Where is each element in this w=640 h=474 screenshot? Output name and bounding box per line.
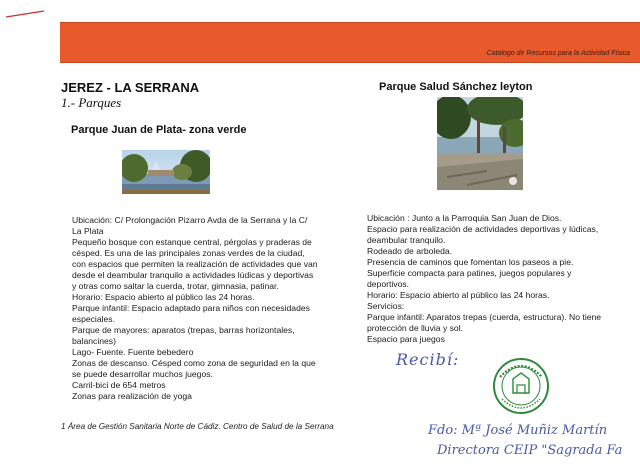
description-line: deportivos. — [367, 279, 410, 289]
zone-title: JEREZ - LA SERRANA — [61, 80, 200, 95]
description-line: protección de lluvia y sol. — [367, 323, 464, 333]
park-juan-de-plata-title: Parque Juan de Plata- zona verde — [71, 124, 247, 136]
park-juan-de-plata-photo — [122, 150, 210, 194]
description-line: Superficie compacta para patines, juegos populares y — [367, 268, 572, 278]
school-seal-stamp — [491, 353, 551, 419]
description-line: Pequeño bosque con estanque central, pérgolas y praderas de — [72, 237, 312, 247]
description-line: Parque de mayores: aparatos (trepas, barras horizontales, — [72, 325, 295, 335]
description-line: Ubicación: C/ Prolongación Pizarro Avda de la Serrana y la C/ — [72, 215, 308, 225]
park-juan-de-plata-description — [72, 215, 362, 402]
description-line: deambular tranquilo. — [367, 235, 446, 245]
park-salud-sanchez-title: Parque Salud Sánchez leyton — [379, 81, 533, 93]
footnote: 1 Área de Gestión Sanitaria Norte de Cádiz. Centro de Salud de la Serrana — [61, 422, 334, 431]
description-line: Horario: Espacio abierto al público las 24 horas. — [367, 290, 550, 300]
description-line: Ubicación : Junto a la Parroquia San Juan de Dios. — [367, 213, 562, 223]
description-line: Rodeado de arboleda. — [367, 246, 453, 256]
description-line: Zonas de descanso. Césped como zona de seguridad en la que — [72, 358, 316, 368]
description-line: Lago- Fuente. Fuente bebedero — [72, 347, 194, 357]
description-line: Servicios: — [367, 301, 405, 311]
description-line: Horario: Espacio abierto al público las 24 horas. — [72, 292, 255, 302]
description-line: especiales. — [72, 314, 115, 324]
description-line: y otras como saltar la cuerda, trotar, gimnasia, patinar. — [72, 281, 279, 291]
pen-mark — [4, 9, 46, 19]
signature-role: Directora CEIP "Sagrada Fa — [437, 443, 623, 458]
park-salud-sanchez-description — [367, 213, 639, 345]
signature-name: Fdo: Mª José Muñiz Martín — [428, 423, 608, 438]
description-line: Zonas para realización de yoga — [72, 391, 192, 401]
park-salud-sanchez-photo — [437, 97, 523, 190]
description-line: Espacio para juegos — [367, 334, 445, 344]
description-line: Parque infantil: Aparatos trepas (cuerda, estructura). No tiene — [367, 312, 602, 322]
description-line: Parque infantil: Espacio adaptado para niños con necesidades — [72, 303, 310, 313]
description-line: desde el deambular tranquilo a actividades lúdicas y deportivas — [72, 270, 314, 280]
description-line: Presencia de caminos que fomentan los paseos a pie. — [367, 257, 574, 267]
description-line: balancines) — [72, 336, 116, 346]
description-line: césped. Es una de las principales zonas verdes de la ciudad, — [72, 248, 305, 258]
description-line: Carril-bici de 654 metros — [72, 380, 166, 390]
description-line: se puede desarrollar muchos juegos. — [72, 369, 213, 379]
handwritten-recibi: Recibí: — [396, 350, 460, 369]
description-line: con espacios que permiten la realización de actividades que van — [72, 259, 318, 269]
description-line: La Plata — [72, 226, 104, 236]
header-banner — [60, 22, 640, 63]
description-line: Espacio para realización de actividades deportivas y lúdicas, — [367, 224, 599, 234]
banner-text: Catalogo de Recursos para la Actividad Física — [486, 50, 630, 57]
section-title: 1.- Parques — [61, 95, 122, 110]
